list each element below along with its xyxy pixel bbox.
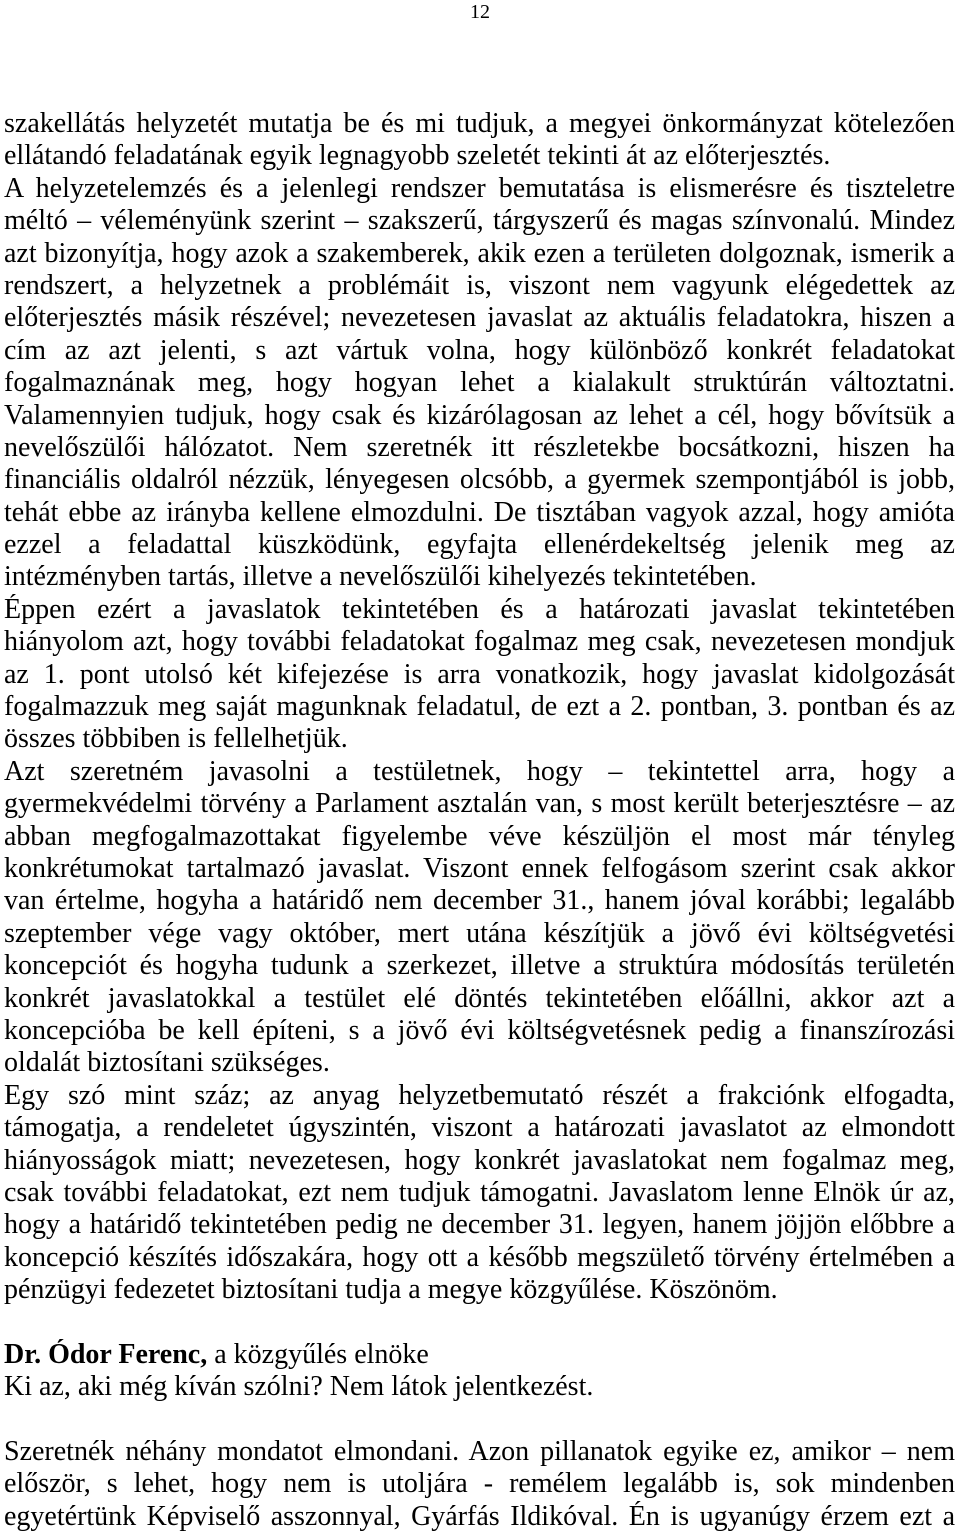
text-line: A helyzetelemzés és a jelenlegi rendszer bemutatása is elismerésre és tiszteletre [4,172,955,204]
paragraph [4,1436,955,1533]
paragraph [4,1080,955,1307]
text-line: cím az azt jelenti, s azt vártuk volna, hogy különböző konkrét feladatokat [4,334,955,366]
text-line: Szeretnék néhány mondatot elmondani. Azon pillanatok egyike ez, amikor – nem [4,1436,955,1468]
text-line: az 1. pont utolsó két kifejezése is arra vonatkozik, hogy javaslat kidolgozását [4,658,955,690]
text-line: financiális oldalról nézzük, lényegesen olcsóbb, a gyermek szempontjából is jobb, [4,464,955,496]
text-line: pénzügyi fedezetet biztosítani tudja a megye közgyűlése. Köszönöm. [4,1274,778,1306]
text-line: gyermekvédelmi törvény a Parlament asztalán van, s most került beterjesztésre – az [4,788,955,820]
speaker-name: Dr. Ódor Ferenc, [4,1338,208,1370]
text-line: egyetértünk Képviselő asszonnyal, Gyárfás Ildikóval. Én is ugyanúgy érzem ezt a [4,1500,955,1532]
text-line: Valamennyien tudjuk, hogy csak és kizárólagosan az lehet a cél, hogy bővítsük a [4,399,955,431]
text-line: összes többiben is fellelhetjük. [4,723,348,755]
paragraph [4,594,955,756]
paragraph [4,756,955,1080]
text-line: konkrétumokat tartalmazó javaslat. Viszont ennek felfogásom szerint csak akkor [4,852,955,884]
text-line: ezzel a feladattal küszködünk, egyfajta ellenérdekeltség jelenik meg az [4,529,955,561]
text-line: fogalmaznának meg, hogy hogyan lehet a kialakult struktúrán változtatni. [4,367,955,399]
text-line: koncepciót és hogyha tudunk a szerkezet, illetve a struktúra módosítás területén [4,950,955,982]
text-line: koncepcióba be kell építeni, s a jövő évi költségvetésnek pedig a finanszírozási [4,1014,955,1046]
text-line: konkrét javaslatokkal a testület elé döntés tekintetében előállni, akkor azt a [4,982,955,1014]
text-line: hiányolom azt, hogy további feladatokat fogalmaz meg csak, nevezetesen mondjuk [4,626,955,658]
text-line: abban megfogalmazottakat figyelembe véve készüljön el most már tényleg [4,820,955,852]
text-line: előterjesztés másik részével; nevezetesen javaslat az aktuális feladatokra, hiszen a [4,302,955,334]
text-line: szakellátás helyzetét mutatja be és mi tudjuk, a megyei önkormányzat kötelezően [4,108,955,139]
text-line: csak további feladatokat, ezt nem tudjuk támogatni. Javaslatom lenne Elnök úr az, [4,1176,955,1208]
document-body [4,108,955,1533]
text-line: tehát ebbe az irányba kellene elmozdulni. De tisztában vagyok azzal, hogy amióta [4,496,955,528]
text-line: támogatja, a rendeletet úgyszintén, viszont a határozati javaslatot az elmondott [4,1112,955,1144]
text-line: hogy a határidő tekintetében pedig ne december 31. legyen, hanem jöjjön előbbre a [4,1209,955,1241]
speaker-remark: Ki az, aki még kíván szólni? Nem látok jelentkezést. [4,1371,594,1403]
text-line: nevelőszülői hálózatot. Nem szeretnék itt részletekbe bocsátkozni, hiszen ha [4,431,955,463]
text-line: Egy szó mint száz; az anyag helyzetbemutató részét a frakciónk elfogadta, [4,1079,955,1111]
text-line: fogalmazzuk meg saját magunknak feladatul, de ezt a 2. pontban, 3. pontban és az [4,691,955,723]
text-line: azt bizonyítja, hogy azok a szakemberek, akik ezen a területen dolgoznak, ismerik a [4,237,955,269]
text-line: szeptember vége vagy október, mert utána készítjük a jövő évi költségvetési [4,917,955,949]
text-line: Éppen ezért a javaslatok tekintetében és a határozati javaslat tekintetében [4,593,955,625]
text-line: rendszert, a helyzetnek a problémáit is, viszont nem vagyunk elégedettek az [4,269,955,301]
paragraph [4,108,955,173]
text-line: koncepció készítés időszakára, hogy ott a később megszülető törvény értelmében a [4,1241,955,1273]
text-line: először, s lehet, hogy nem is utoljára - remélem legalább is, sok mindenben [4,1468,955,1500]
text-line: méltó – véleményünk szerint – szakszerű, tárgyszerű és magas színvonalú. Mindez [4,205,955,237]
page-number: 12 [470,1,490,23]
text-line: van értelme, hogyha a határidő nem december 31., hanem jóval korábbi; legalább [4,885,955,917]
speaker-heading [4,1339,955,1371]
text-line: hiányosságok miatt; nevezetesen, hogy konkrét javaslatokat nem fogalmaz meg, [4,1144,955,1176]
text-line: oldalát biztosítani szükséges. [4,1047,330,1079]
speaker-role: a közgyűlés elnöke [214,1338,429,1370]
text-line: ellátandó feladatának egyik legnagyobb szeletét tekinti át az előterjesztés. [4,140,831,172]
text-line: intézményben tartás, illetve a nevelőszülői kihelyezés tekintetében. [4,561,757,593]
paragraph [4,173,955,594]
text-line: Azt szeretném javasolni a testületnek, hogy – tekintettel arra, hogy a [4,755,955,787]
